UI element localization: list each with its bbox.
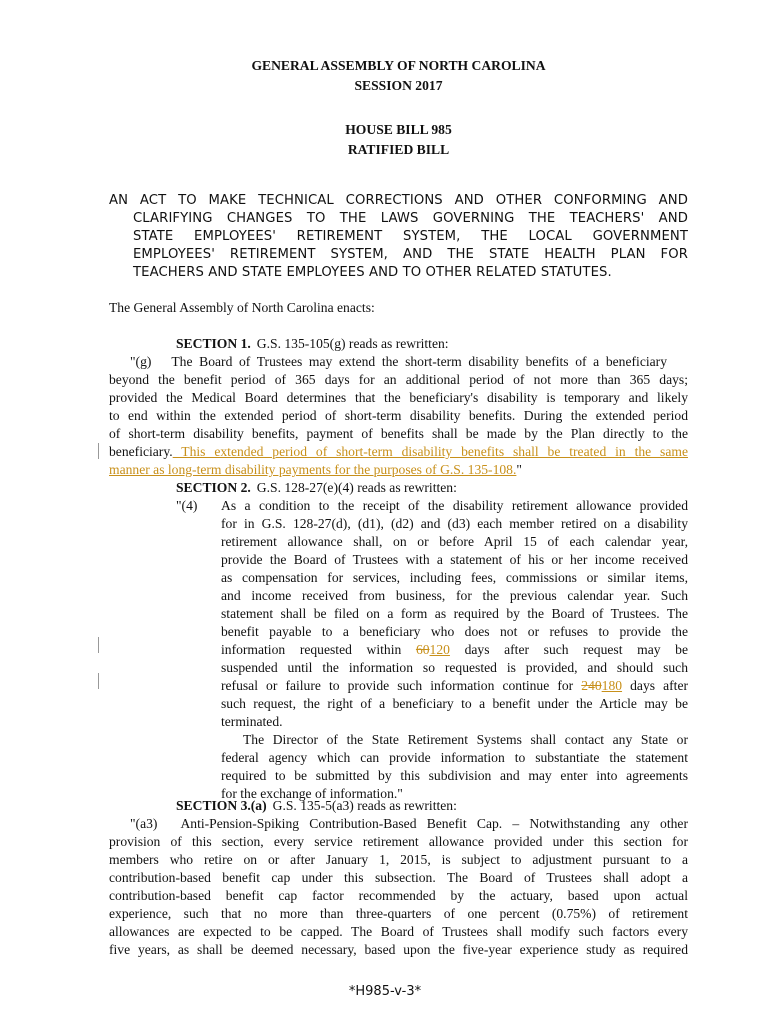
inserted-text: manner as long-term disability payments for the purposes of G.S. 135-108. (109, 462, 517, 477)
text-fragment: days after (622, 678, 688, 693)
text-line: to end within the extended period of short-term disability benefits. During the extended period (109, 408, 688, 423)
text-line: statement shall be filed on a form as required by the Board of Trustees. The (221, 606, 688, 621)
act-title (109, 192, 688, 282)
document-header (109, 56, 688, 96)
text-fragment: refusal or failure to provide such information continue for (221, 678, 582, 693)
text-line (221, 641, 688, 659)
title-line: EMPLOYEES' RETIREMENT SYSTEM, AND THE STATE HEALTH PLAN FOR (133, 247, 688, 262)
section-3-body (109, 815, 688, 959)
text-line: contribution-based benefit cap factor recommended by the actuary, based upon actual (109, 888, 688, 903)
bill-header (109, 120, 688, 160)
section-2-body (221, 497, 688, 803)
text-line: terminated. (221, 714, 283, 729)
change-bar (98, 637, 99, 653)
section-1-intro: G.S. 135-105(g) reads as rewritten: (256, 336, 449, 351)
section-3-label: SECTION 3.(a) (176, 798, 267, 813)
text-line: required to be submitted by this subdivision and may enter into agreements (221, 768, 688, 783)
text-line: As a condition to the receipt of the disability retirement allowance provided (221, 498, 688, 513)
text-line (109, 443, 688, 461)
text-line: members who retire on or after January 1, 2015, is subject to adjustment pursuant to a (109, 852, 688, 867)
text-line: for the exchange of information." (221, 786, 403, 801)
section-1-body (109, 353, 688, 479)
inserted-text: This extended period of short-term disability benefits shall be treated in the same (172, 444, 688, 459)
inserted-text: 120 (429, 642, 450, 657)
section-2-label: SECTION 2. (176, 480, 251, 495)
section-2-intro: G.S. 128-27(e)(4) reads as rewritten: (256, 480, 457, 495)
text-line: The Director of the State Retirement Systems shall contact any State or (243, 732, 688, 747)
section-2-heading (176, 479, 457, 497)
bill-status: RATIFIED BILL (347, 142, 450, 157)
title-line: AN ACT TO MAKE TECHNICAL CORRECTIONS AND OTHER CONFORMING AND (109, 193, 688, 208)
text-line: experience, such that no more than three-quarters of one percent (0.75%) of retirement (109, 906, 688, 921)
title-line: STATE EMPLOYEES' RETIREMENT SYSTEM, THE LOCAL GOVERNMENT (133, 229, 688, 244)
text-line: for in G.S. 128-27(d), (d1), (d2) and (d3) each member retired on a disability (221, 516, 688, 531)
text-line: "(a3) Anti-Pension-Spiking Contribution-Based Benefit Cap. – Notwithstanding any other (130, 816, 688, 831)
page-footer: *H985-v-3* (348, 984, 422, 999)
text-fragment: information requested within (221, 642, 416, 657)
section-3-intro: G.S. 135-5(a3) reads as rewritten: (272, 798, 457, 813)
subdivision-label: "(4) (176, 498, 198, 513)
text-line: benefit payable to a beneficiary who does not or refuses to provide the (221, 624, 688, 639)
deleted-text: 60 (415, 642, 430, 657)
deleted-text: 240 (581, 678, 602, 693)
text-fragment: " (516, 462, 522, 477)
text-line: "(g) The Board of Trustees may extend the short-term disability benefits of a beneficiary (130, 354, 667, 369)
text-line: suspended until the information so requested is provided, and should such (221, 660, 688, 675)
text-line: provided the Medical Board determines that the beneficiary's disability is temporary and likely (109, 390, 688, 405)
section-1-heading (176, 335, 449, 353)
text-line: such request, the right of a beneficiary to a benefit under the Article may be (221, 696, 688, 711)
inserted-text: 180 (601, 678, 623, 693)
text-line: of short-term disability benefits, payment of benefits shall be made by the Plan directly to the (109, 426, 688, 441)
change-bar (98, 673, 99, 689)
text-line: allowances are expected to be capped. The Board of Trustees shall modify such factors every (109, 924, 688, 939)
text-line: retirement allowance shall, on or before April 15 of each calendar year, (221, 534, 688, 549)
text-fragment: days after such request may be (449, 642, 688, 657)
text-line (109, 461, 688, 479)
text-line: federal agency which can provide information to substantiate the statement (221, 750, 688, 765)
bill-number: HOUSE BILL 985 (345, 122, 452, 137)
text-fragment: beneficiary. (109, 444, 173, 459)
text-line (221, 677, 688, 695)
text-line: five years, as shall be deemed necessary, based upon the five-year experience study as required (109, 942, 688, 957)
title-line: CLARIFYING CHANGES TO THE LAWS GOVERNING THE TEACHERS' AND (133, 211, 688, 226)
text-line: as compensation for services, including fees, commissions or similar items, (221, 570, 688, 585)
section-3-heading (176, 797, 457, 815)
enacting-clause: The General Assembly of North Carolina enacts: (109, 300, 375, 315)
text-line: provision of this section, every service retirement allowance provided under this section for (109, 834, 688, 849)
section-1-label: SECTION 1. (176, 336, 251, 351)
text-line: provide the Board of Trustees with a statement of his or her income received (221, 552, 688, 567)
text-line: beyond the benefit period of 365 days for an additional period of not more than 365 days; (109, 372, 688, 387)
assembly-name: GENERAL ASSEMBLY OF NORTH CAROLINA (251, 58, 546, 73)
session-label: SESSION 2017 (354, 78, 443, 93)
change-bar (98, 443, 99, 459)
text-line: and income received from business, for the previous calendar year. Such (221, 588, 688, 603)
title-line: TEACHERS AND STATE EMPLOYEES AND TO OTHER RELATED STATUTES. (133, 265, 612, 280)
text-line: contribution-based benefit cap under this subsection. The Board of Trustees shall adopt a (109, 870, 688, 885)
